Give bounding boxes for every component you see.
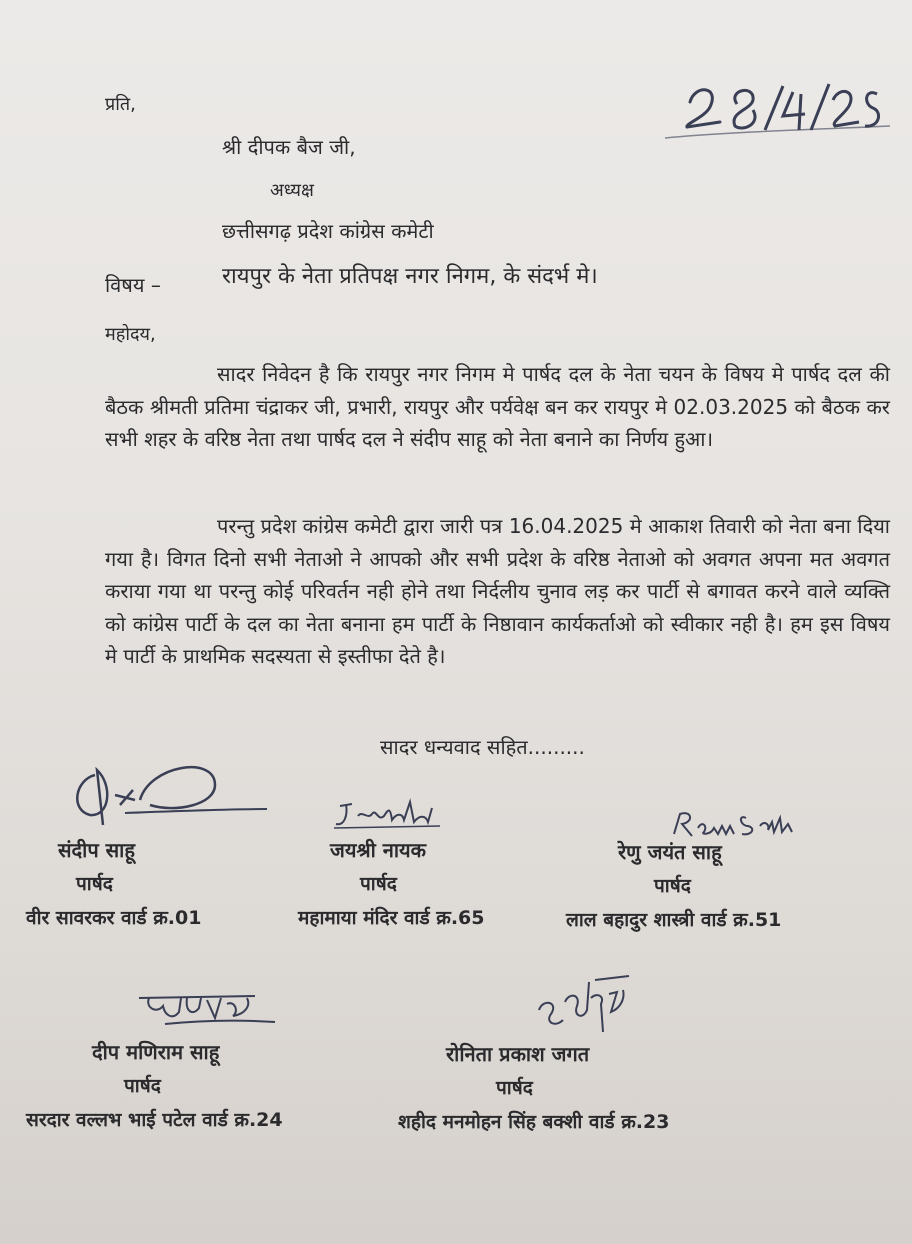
signatory-1-ward: वीर सावरकर वार्ड क्र.01 [26,907,202,929]
to-label: प्रति, [105,94,136,115]
signatory-2-role: पार्षद [360,873,397,895]
signature-3 [670,808,810,842]
subject-label: विषय – [105,273,161,297]
signatory-2-ward: महामाया मंदिर वार्ड क्र.65 [298,907,485,929]
signature-1 [55,755,275,835]
signature-4 [135,990,285,1032]
signatory-4-ward: सरदार वल्लभ भाई पटेल वार्ड क्र.24 [26,1109,283,1131]
salutation: महोदय, [105,324,156,345]
addressee-designation: अध्यक्ष [270,180,314,201]
signature-5 [525,972,635,1042]
signatory-4-name: दीप मणिराम साहू [92,1040,220,1064]
subject-text: रायपुर के नेता प्रतिपक्ष नगर निगम, के संदर्भ मे। [222,264,598,289]
signatory-5-ward: शहीद मनमोहन सिंह बक्शी वार्ड क्र.23 [398,1111,670,1133]
signatory-5-role: पार्षद [496,1077,533,1099]
signatory-2-name: जयश्री नायक [330,838,426,862]
signature-2 [330,796,450,836]
signatory-3-name: रेणु जयंत साहू [618,840,722,864]
signatory-3-ward: लाल बहादुर शास्त्री वार्ड क्र.51 [566,909,782,931]
signatory-1-role: पार्षद [76,873,113,895]
addressee-name: श्री दीपक बैज जी, [222,135,356,159]
signatory-4-role: पार्षद [124,1075,161,1097]
signatory-5-name: रोनिता प्रकाश जगत [446,1042,590,1066]
signatory-3-role: पार्षद [654,875,691,897]
handwritten-number [665,72,895,142]
closing: सादर धन्यवाद सहित......... [380,735,585,759]
addressee-organization: छत्तीसगढ़ प्रदेश कांग्रेस कमेटी [222,219,434,243]
body-paragraph-1: सादर निवेदन है कि रायपुर नगर निगम मे पार्षद दल के नेता चयन के विषय मे पार्षद दल की बैठक श्रीमती प्रतिमा चंद्राकर जी, प्रभारी, रायपुर और पर्यवेक्ष बन कर रायपुर मे 02.03.2025 को बैठक कर सभी शहर के वरिष्ठ नेता तथा पार्षद दल ने संदीप साहू को नेता बनाने का निर्णय हुआ। [105,362,890,451]
body-paragraph-2: परन्तु प्रदेश कांग्रेस कमेटी द्वारा जारी पत्र 16.04.2025 मे आकाश तिवारी को नेता बना दिया गया है। विगत दिनो सभी नेताओ ने आपको और सभी प्रदेश के वरिष्ठ नेताओ को अवगत अपना मत अवगत कराया गया था परन्तु कोई परिवर्तन नही होने तथा निर्दलीय चुनाव लड़ कर पार्टी से बगावत करने वाले व्यक्ति को कांग्रेस पार्टी के दल का नेता बनाना हम पार्टी के निष्ठावान कार्यकर्ताओ को स्वीकार नही है। हम इस विषय मे पार्टी के प्राथमिक सदस्यता से इस्तीफा देते है। [105,514,890,668]
signatory-1-name: संदीप साहू [58,838,135,862]
